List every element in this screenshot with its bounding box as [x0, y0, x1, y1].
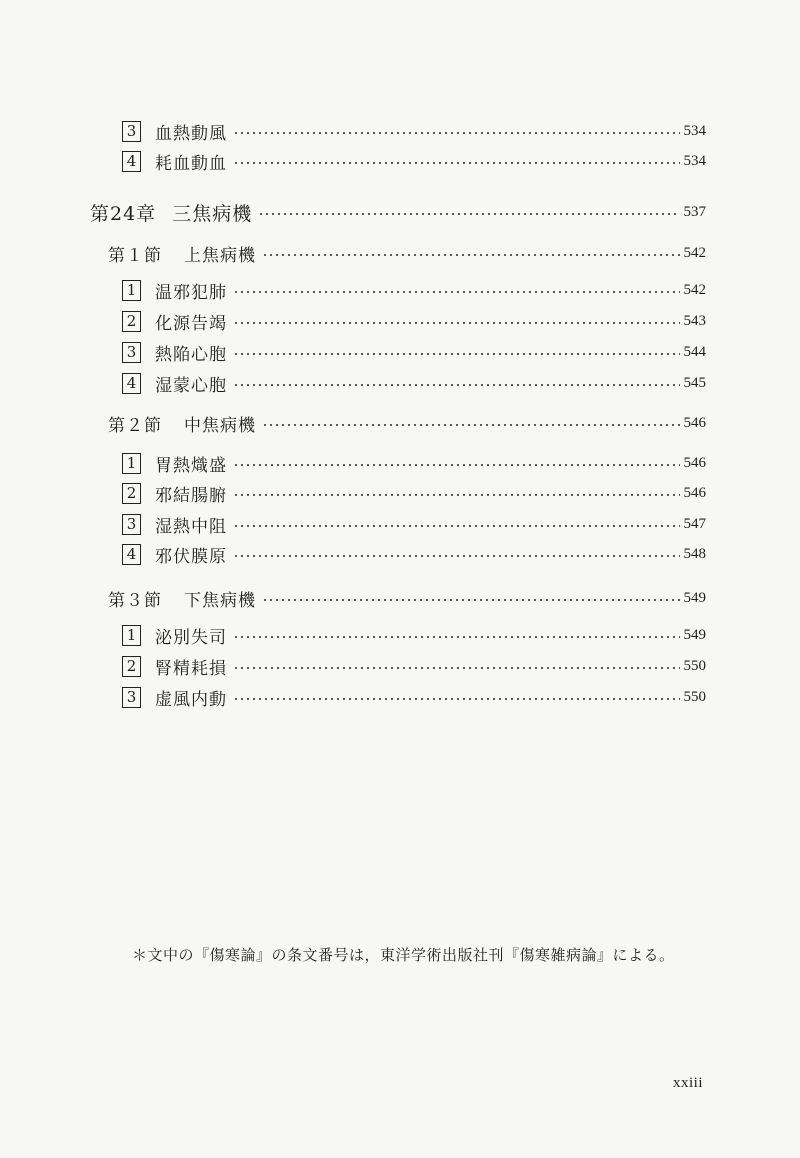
item-title: 温邪犯肺 [155, 282, 227, 303]
chapter-heading [90, 199, 252, 226]
section-heading [108, 586, 256, 611]
toc-item[interactable] [122, 541, 706, 567]
dot-leader [233, 667, 680, 669]
item-number-box: 2 [122, 311, 141, 332]
item-title: 邪結腸腑 [155, 485, 227, 506]
item-number-box: 4 [122, 544, 141, 565]
item-page-number: 550 [683, 657, 706, 674]
page-folio: xxiii [673, 1075, 704, 1091]
section-number: 第１節 [108, 245, 162, 266]
item-title: 湿熱中阻 [155, 516, 227, 537]
item-page-number: 546 [683, 484, 706, 501]
dot-leader [233, 494, 680, 496]
footnote: ＊文中の『傷寒論』の条文番号は，東洋学術出版社刊『傷寒雑病論』による。 [132, 946, 675, 964]
toc-item[interactable] [122, 308, 706, 334]
item-page-number: 545 [683, 374, 706, 391]
toc-section[interactable] [108, 240, 706, 266]
dot-leader [262, 599, 680, 601]
chapter-page-number: 537 [683, 203, 706, 220]
item-page-number: 550 [683, 688, 706, 705]
item-title: 熱陥心胞 [155, 344, 227, 365]
section-title: 中焦病機 [184, 415, 256, 436]
item-number-box: 3 [122, 514, 141, 535]
item-title: 湿蒙心胞 [155, 375, 227, 396]
toc-item[interactable] [122, 511, 706, 537]
item-number-box: 1 [122, 625, 141, 646]
item-number-box: 3 [122, 121, 141, 142]
dot-leader [258, 213, 679, 215]
toc-item[interactable] [122, 370, 706, 396]
chapter-title: 三焦病機 [172, 202, 253, 225]
item-page-number: 534 [683, 152, 706, 169]
item-number-box: 4 [122, 151, 141, 172]
dot-leader [233, 322, 680, 324]
section-page-number: 542 [683, 244, 706, 261]
toc-item[interactable] [122, 653, 706, 679]
toc-chapter[interactable] [90, 199, 706, 225]
item-number-box: 2 [122, 483, 141, 504]
item-number-box: 3 [122, 687, 141, 708]
dot-leader [233, 353, 680, 355]
section-heading [108, 241, 256, 266]
item-page-number: 534 [683, 122, 706, 139]
dot-leader [233, 525, 680, 527]
item-title: 腎精耗損 [155, 658, 227, 679]
dot-leader [233, 384, 680, 386]
dot-leader [262, 424, 680, 426]
dot-leader [262, 254, 680, 256]
toc-item[interactable] [122, 118, 706, 144]
toc-item[interactable] [122, 339, 706, 365]
item-title: 邪伏膜原 [155, 546, 227, 567]
item-title: 泌別失司 [155, 627, 227, 648]
item-number-box: 3 [122, 342, 141, 363]
section-number: 第２節 [108, 415, 162, 436]
item-title: 化源告竭 [155, 313, 227, 334]
section-heading [108, 411, 256, 436]
item-page-number: 544 [683, 343, 706, 360]
chapter-number: 第24章 [90, 202, 157, 225]
item-page-number: 546 [683, 454, 706, 471]
dot-leader [233, 291, 680, 293]
section-page-number: 549 [683, 589, 706, 606]
item-title: 耗血動血 [155, 153, 227, 174]
item-page-number: 548 [683, 545, 706, 562]
item-title: 虚風内動 [155, 689, 227, 710]
item-number-box: 2 [122, 656, 141, 677]
dot-leader [233, 132, 680, 134]
section-page-number: 546 [683, 414, 706, 431]
item-number-box: 1 [122, 280, 141, 301]
section-title: 下焦病機 [184, 590, 256, 611]
item-number-box: 1 [122, 453, 141, 474]
item-number-box: 4 [122, 373, 141, 394]
toc-item[interactable] [122, 450, 706, 476]
item-page-number: 542 [683, 281, 706, 298]
section-number: 第３節 [108, 590, 162, 611]
item-title: 血熱動風 [155, 123, 227, 144]
toc-item[interactable] [122, 277, 706, 303]
toc-section[interactable] [108, 410, 706, 436]
dot-leader [233, 698, 680, 700]
toc-item[interactable] [122, 684, 706, 710]
dot-leader [233, 636, 680, 638]
item-page-number: 547 [683, 515, 706, 532]
section-title: 上焦病機 [184, 245, 256, 266]
item-page-number: 549 [683, 626, 706, 643]
item-page-number: 543 [683, 312, 706, 329]
dot-leader [233, 464, 680, 466]
toc-section[interactable] [108, 585, 706, 611]
dot-leader [233, 162, 680, 164]
item-title: 胃熱熾盛 [155, 455, 227, 476]
dot-leader [233, 555, 680, 557]
toc-item[interactable] [122, 148, 706, 174]
toc-item[interactable] [122, 480, 706, 506]
toc-item[interactable] [122, 622, 706, 648]
